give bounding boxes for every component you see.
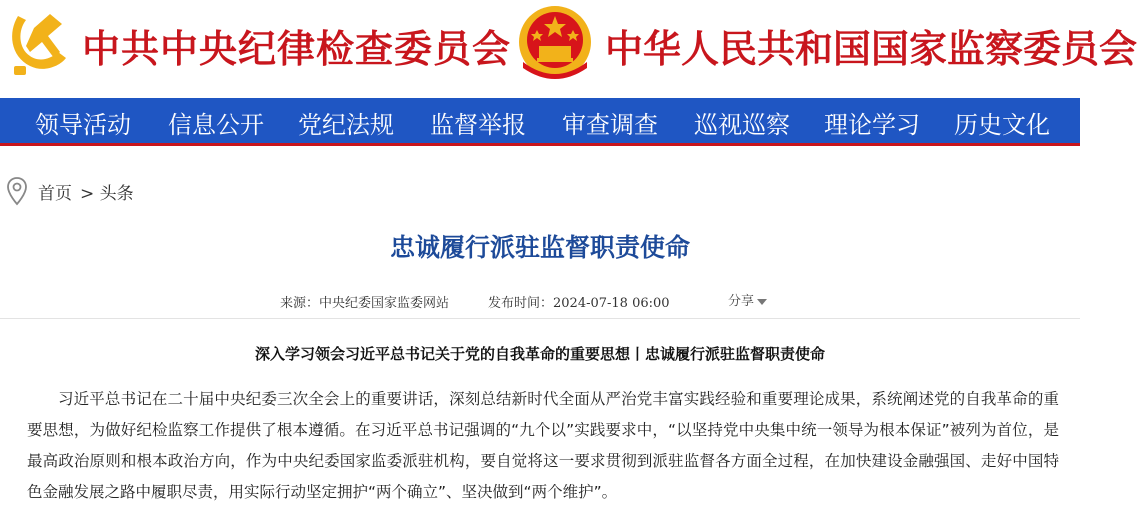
chevron-down-icon	[757, 299, 767, 305]
main-nav	[0, 98, 1080, 143]
article-paragraph: 习近平总书记在二十届中央纪委三次全会上的重要讲话，深刻总结新时代全面从严治党丰富实践经验和重要理论成果，系统阐述党的自我革命的重要思想，为做好纪检监察工作提供了根本遵循。在习近平总书记强调的“九个以”实践要求中，“以坚持党中央集中统一领导为根本保证”被列为首位，是最高政治原则和根本政治方向，作为中央纪委国家监委派驻机构，要自觉将这一要求贯彻到派驻监督各方面全过程，在加快建设金融强国、走好中国特色金融发展之路中履职尽责，用实际行动坚定拥护“两个确立”、坚决做到“两个维护”。	[27, 390, 1059, 501]
party-emblem-icon	[4, 6, 70, 76]
nav-item-report[interactable]: 监督举报	[430, 111, 526, 139]
nav-item-inspection[interactable]: 巡视巡察	[694, 111, 790, 139]
national-emblem-icon	[515, 2, 595, 82]
meta-divider	[0, 318, 1080, 319]
share-label: 分享	[728, 294, 755, 309]
share-button[interactable]	[728, 290, 767, 309]
nav-item-disclosure[interactable]: 信息公开	[168, 111, 264, 139]
nav-item-investigation[interactable]: 审查调查	[562, 111, 658, 139]
site-header	[0, 0, 1137, 98]
org-name-nsc: 中华人民共和国国家监察委员会	[605, 26, 1137, 71]
nav-item-theory[interactable]: 理论学习	[824, 111, 920, 139]
breadcrumb-home-link[interactable]: 首页	[38, 183, 72, 204]
nav-divider	[0, 143, 1080, 146]
article-source: 来源：中央纪委国家监委网站	[280, 296, 450, 311]
nav-item-regulations[interactable]: 党纪法规	[298, 111, 394, 139]
nav-item-leadership[interactable]: 领导活动	[35, 111, 131, 139]
article-title: 忠诚履行派驻监督职责使命	[389, 233, 690, 262]
location-pin-icon	[6, 176, 28, 206]
article-meta	[0, 290, 1080, 312]
article-subtitle: 深入学习领会习近平总书记关于党的自我革命的重要思想丨忠诚履行派驻监督职责使命	[254, 345, 825, 363]
breadcrumb	[6, 176, 134, 206]
breadcrumb-current[interactable]: > 头条	[80, 183, 134, 204]
article-publish-time: 发布时间：2024-07-18 06:00	[488, 296, 670, 311]
org-name-ccdi: 中共中央纪律检查委员会	[82, 26, 512, 71]
nav-item-history[interactable]: 历史文化	[954, 111, 1050, 139]
